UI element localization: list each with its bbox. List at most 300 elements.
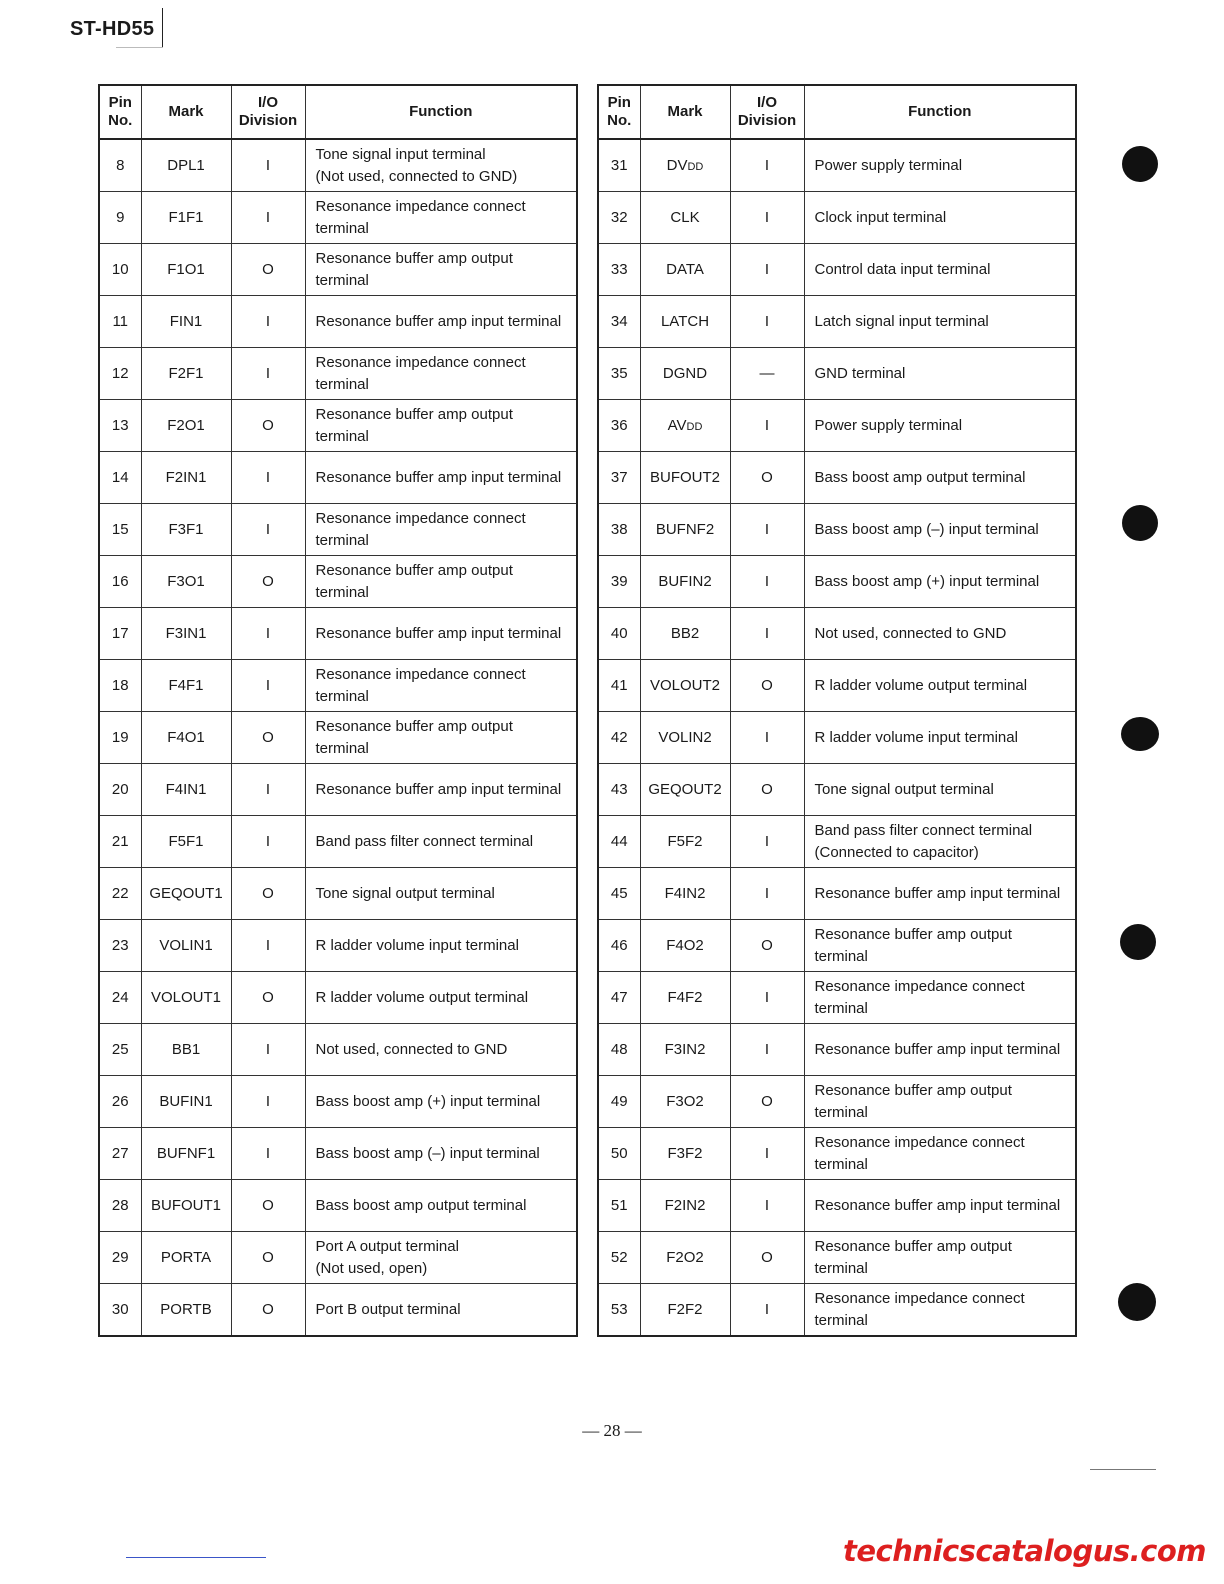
binding-hole-icon [1118, 1283, 1156, 1321]
mark-cell: BUFNF1 [141, 1128, 231, 1180]
mark-cell: AVDD [640, 400, 730, 452]
mark-cell: GEQOUT2 [640, 764, 730, 816]
mark-cell: F2IN2 [640, 1180, 730, 1232]
mark-cell: CLK [640, 192, 730, 244]
pin-number-cell: 48 [598, 1024, 640, 1076]
function-text: Not used, connected to GND [315, 1040, 508, 1058]
pin-number-cell: 16 [99, 556, 141, 608]
io-division-cell: I [231, 1076, 305, 1128]
pin-number-cell: 30 [99, 1284, 141, 1337]
io-division-cell: O [730, 660, 804, 712]
function-cell [305, 244, 577, 296]
function-cell [804, 920, 1076, 972]
table-row [99, 972, 577, 1024]
pin-number-cell: 17 [99, 608, 141, 660]
function-cell [804, 1284, 1076, 1337]
function-cell [305, 1128, 577, 1180]
table-row [598, 1024, 1076, 1076]
mark-cell: BUFOUT2 [640, 452, 730, 504]
table-row [598, 868, 1076, 920]
function-text: Not used, connected to GND [814, 624, 1007, 642]
table-row [598, 764, 1076, 816]
mark-cell: F1F1 [141, 192, 231, 244]
function-cell [305, 192, 577, 244]
pin-number-cell: 22 [99, 868, 141, 920]
pin-number-cell: 19 [99, 712, 141, 764]
mark-cell: GEQOUT1 [141, 868, 231, 920]
function-cell [305, 348, 577, 400]
table-row [99, 244, 577, 296]
function-text: Bass boost amp (–) input terminal [315, 1144, 540, 1162]
function-cell [305, 296, 577, 348]
function-cell [804, 712, 1076, 764]
function-cell [804, 1024, 1076, 1076]
pin-number-cell: 14 [99, 452, 141, 504]
function-text: Tone signal output terminal [315, 884, 495, 902]
function-text: Port A output terminal [315, 1237, 459, 1255]
function-cell [305, 868, 577, 920]
table-row [99, 192, 577, 244]
table-row [598, 452, 1076, 504]
pin-number-cell: 41 [598, 660, 640, 712]
function-cell [804, 660, 1076, 712]
function-cell [804, 972, 1076, 1024]
mark-cell: F3O2 [640, 1076, 730, 1128]
header-function: Function [305, 85, 577, 139]
table-row [598, 504, 1076, 556]
mark-cell: F2F1 [141, 348, 231, 400]
header-mark: Mark [141, 85, 231, 139]
function-text: Resonance buffer amp output terminal [814, 1081, 1012, 1121]
io-division-cell: I [730, 1284, 804, 1337]
mark-cell: F4IN1 [141, 764, 231, 816]
function-text: R ladder volume output terminal [315, 988, 529, 1006]
mark-cell: F5F1 [141, 816, 231, 868]
pin-number-cell: 32 [598, 192, 640, 244]
mark-cell: F2IN1 [141, 452, 231, 504]
table-row [99, 400, 577, 452]
table-row [99, 452, 577, 504]
table-row [99, 1024, 577, 1076]
mark-cell: F3O1 [141, 556, 231, 608]
pin-number-cell: 50 [598, 1128, 640, 1180]
io-division-cell: — [730, 348, 804, 400]
function-text-line2: terminal [315, 375, 369, 393]
mark-cell: BUFIN1 [141, 1076, 231, 1128]
function-text: Resonance buffer amp output terminal [814, 1237, 1012, 1277]
function-cell [305, 920, 577, 972]
io-division-cell: I [730, 1024, 804, 1076]
binding-hole-icon [1121, 717, 1159, 751]
pin-table-left-body [99, 139, 577, 1336]
function-text: Bass boost amp (+) input terminal [814, 572, 1040, 590]
mark-cell: F2O2 [640, 1232, 730, 1284]
io-division-cell: I [730, 972, 804, 1024]
table-row [598, 556, 1076, 608]
page-number: — 28 — [582, 1421, 642, 1440]
io-division-cell: I [231, 348, 305, 400]
mark-cell: BUFNF2 [640, 504, 730, 556]
io-division-cell: I [730, 504, 804, 556]
function-text: Resonance buffer amp input terminal [315, 468, 562, 486]
table-row [99, 348, 577, 400]
function-text: Resonance impedance connect [315, 665, 526, 683]
io-division-cell: O [231, 1284, 305, 1337]
function-text: Resonance impedance connect [315, 197, 526, 215]
function-text: Resonance impedance connect [814, 977, 1025, 995]
io-division-cell: O [730, 1076, 804, 1128]
function-text: Band pass filter connect terminal [315, 832, 534, 850]
function-text-line2: (Not used, open) [315, 1259, 428, 1277]
mark-cell: PORTA [141, 1232, 231, 1284]
io-division-cell: I [231, 1128, 305, 1180]
io-division-cell: O [231, 972, 305, 1024]
function-cell [804, 764, 1076, 816]
function-cell [305, 1284, 577, 1337]
io-division-cell: I [730, 192, 804, 244]
mark-cell: DGND [640, 348, 730, 400]
function-cell [804, 400, 1076, 452]
io-division-cell: I [231, 296, 305, 348]
table-row [99, 504, 577, 556]
pin-number-cell: 34 [598, 296, 640, 348]
function-cell [804, 139, 1076, 192]
io-division-cell: O [231, 868, 305, 920]
io-division-cell: I [730, 400, 804, 452]
mark-cell: LATCH [640, 296, 730, 348]
pin-number-cell: 9 [99, 192, 141, 244]
pin-number-cell: 49 [598, 1076, 640, 1128]
function-cell [804, 608, 1076, 660]
header-pin-no: Pin No. [99, 85, 141, 139]
pin-number-cell: 37 [598, 452, 640, 504]
io-division-cell: I [231, 608, 305, 660]
io-division-cell: I [730, 296, 804, 348]
table-row [99, 1284, 577, 1337]
table-row [99, 608, 577, 660]
io-division-cell: O [231, 712, 305, 764]
pin-number-cell: 35 [598, 348, 640, 400]
pin-number-cell: 43 [598, 764, 640, 816]
mark-cell: F4IN2 [640, 868, 730, 920]
function-text: Resonance impedance connect [814, 1133, 1025, 1151]
function-text-line2: terminal [814, 999, 868, 1017]
io-division-cell: I [231, 660, 305, 712]
table-row [598, 712, 1076, 764]
binding-hole-icon [1120, 924, 1156, 960]
pin-number-cell: 15 [99, 504, 141, 556]
mark-cell: PORTB [141, 1284, 231, 1337]
function-text: Latch signal input terminal [814, 312, 989, 330]
function-cell [305, 504, 577, 556]
pin-number-cell: 26 [99, 1076, 141, 1128]
function-text-line2: terminal [315, 687, 369, 705]
pin-number-cell: 13 [99, 400, 141, 452]
pin-number-cell: 24 [99, 972, 141, 1024]
function-cell [305, 556, 577, 608]
function-text: Bass boost amp output terminal [814, 468, 1026, 486]
table-row [598, 1284, 1076, 1337]
function-cell [804, 1180, 1076, 1232]
mark-cell: BUFOUT1 [141, 1180, 231, 1232]
function-text-line2: terminal [315, 219, 369, 237]
pin-number-cell: 28 [99, 1180, 141, 1232]
pin-number-cell: 44 [598, 816, 640, 868]
io-division-cell: I [231, 764, 305, 816]
pin-number-cell: 47 [598, 972, 640, 1024]
io-division-cell: O [231, 1232, 305, 1284]
table-row [598, 972, 1076, 1024]
function-text: R ladder volume output terminal [814, 676, 1028, 694]
function-cell [804, 504, 1076, 556]
pin-table-left [98, 84, 578, 1337]
pin-number-cell: 27 [99, 1128, 141, 1180]
function-text: Resonance impedance connect [315, 353, 526, 371]
function-cell [305, 816, 577, 868]
pin-table-right-body [598, 139, 1076, 1336]
function-text: Clock input terminal [814, 208, 947, 226]
io-division-cell: I [231, 504, 305, 556]
binding-hole-icon [1122, 146, 1158, 182]
function-cell [804, 816, 1076, 868]
io-division-cell: I [231, 192, 305, 244]
pin-number-cell: 12 [99, 348, 141, 400]
function-text: Resonance buffer amp output terminal [315, 405, 513, 445]
io-division-cell: O [231, 1180, 305, 1232]
table-row [99, 1180, 577, 1232]
function-text: Band pass filter connect terminal [814, 821, 1033, 839]
table-row [598, 1232, 1076, 1284]
function-cell [804, 1076, 1076, 1128]
io-division-cell: I [231, 452, 305, 504]
function-text: Resonance buffer amp input terminal [315, 780, 562, 798]
mark-cell: VOLIN2 [640, 712, 730, 764]
function-text-line2: (Connected to capacitor) [814, 843, 979, 861]
table-row [598, 348, 1076, 400]
header-rule-foot [116, 47, 163, 48]
mark-cell: F1O1 [141, 244, 231, 296]
io-division-cell: I [730, 712, 804, 764]
function-cell [804, 244, 1076, 296]
pin-number-cell: 36 [598, 400, 640, 452]
header-pin-no: Pin No. [598, 85, 640, 139]
function-text: Bass boost amp (–) input terminal [814, 520, 1039, 538]
io-division-cell: I [730, 816, 804, 868]
io-division-cell: O [231, 556, 305, 608]
function-cell [305, 608, 577, 660]
watermark-link[interactable]: technicscatalogus.com [843, 1534, 1206, 1568]
table-row [99, 1232, 577, 1284]
function-cell [305, 1232, 577, 1284]
table-row [99, 1076, 577, 1128]
table-row [99, 1128, 577, 1180]
pin-number-cell: 53 [598, 1284, 640, 1337]
function-text: Resonance buffer amp input terminal [814, 1040, 1061, 1058]
function-cell [305, 1024, 577, 1076]
table-row [99, 868, 577, 920]
pin-number-cell: 21 [99, 816, 141, 868]
io-division-cell: O [730, 764, 804, 816]
io-division-cell: O [730, 452, 804, 504]
mark-cell: DVDD [640, 139, 730, 192]
function-text: R ladder volume input terminal [814, 728, 1018, 746]
io-division-cell: I [730, 244, 804, 296]
mark-cell: F4O1 [141, 712, 231, 764]
table-row [598, 608, 1076, 660]
mark-cell: F3IN1 [141, 608, 231, 660]
mark-cell: F5F2 [640, 816, 730, 868]
function-text: Resonance buffer amp output terminal [315, 561, 513, 601]
pin-number-cell: 33 [598, 244, 640, 296]
pin-number-cell: 51 [598, 1180, 640, 1232]
function-text: Tone signal input terminal [315, 145, 486, 163]
function-text: Port B output terminal [315, 1300, 461, 1318]
mark-cell: F4O2 [640, 920, 730, 972]
mark-cell: VOLOUT1 [141, 972, 231, 1024]
mark-cell: FIN1 [141, 296, 231, 348]
binding-hole-icon [1122, 505, 1158, 541]
function-text: Resonance buffer amp input terminal [814, 884, 1061, 902]
function-cell [804, 1128, 1076, 1180]
function-cell [804, 296, 1076, 348]
io-division-cell: I [231, 1024, 305, 1076]
function-text: Resonance buffer amp input terminal [814, 1196, 1061, 1214]
io-division-cell: I [730, 1180, 804, 1232]
pin-number-cell: 10 [99, 244, 141, 296]
io-division-cell: I [231, 816, 305, 868]
function-text: GND terminal [814, 364, 906, 382]
function-text: R ladder volume input terminal [315, 936, 519, 954]
table-row [598, 816, 1076, 868]
mark-cell: VOLIN1 [141, 920, 231, 972]
pin-number-cell: 11 [99, 296, 141, 348]
function-cell [305, 764, 577, 816]
mark-cell: DPL1 [141, 139, 231, 192]
pin-number-cell: 8 [99, 139, 141, 192]
function-text-line2: terminal [814, 1155, 868, 1173]
table-row [598, 192, 1076, 244]
function-cell [804, 1232, 1076, 1284]
pin-number-cell: 29 [99, 1232, 141, 1284]
function-text: Bass boost amp output terminal [315, 1196, 527, 1214]
io-division-cell: O [231, 400, 305, 452]
io-division-cell: I [231, 920, 305, 972]
pin-number-cell: 42 [598, 712, 640, 764]
table-row [99, 764, 577, 816]
function-cell [804, 868, 1076, 920]
pin-number-cell: 46 [598, 920, 640, 972]
pin-table-right [597, 84, 1077, 1337]
table-row [598, 139, 1076, 192]
function-cell [305, 1180, 577, 1232]
mark-cell: F2F2 [640, 1284, 730, 1337]
function-text: Resonance buffer amp input terminal [315, 312, 562, 330]
function-cell [305, 712, 577, 764]
pin-number-cell: 39 [598, 556, 640, 608]
table-row [598, 1076, 1076, 1128]
mark-cell: F3F1 [141, 504, 231, 556]
function-text: Power supply terminal [814, 156, 963, 174]
mark-cell: F2O1 [141, 400, 231, 452]
mark-cell: F3F2 [640, 1128, 730, 1180]
function-text: Resonance impedance connect [814, 1289, 1025, 1307]
table-row [99, 660, 577, 712]
function-text: Control data input terminal [814, 260, 991, 278]
function-text: Power supply terminal [814, 416, 963, 434]
function-text: Resonance buffer amp output terminal [315, 249, 513, 289]
io-division-cell: I [730, 868, 804, 920]
model-title: ST-HD55 [70, 18, 155, 40]
mark-cell: DATA [640, 244, 730, 296]
function-cell [804, 348, 1076, 400]
table-row [598, 920, 1076, 972]
mark-cell: BB1 [141, 1024, 231, 1076]
function-text: Resonance buffer amp output terminal [315, 717, 513, 757]
mark-cell: F3IN2 [640, 1024, 730, 1076]
pin-number-cell: 40 [598, 608, 640, 660]
footer-underline [126, 1557, 266, 1558]
function-cell [305, 660, 577, 712]
table-row [99, 556, 577, 608]
function-cell [305, 452, 577, 504]
pin-number-cell: 38 [598, 504, 640, 556]
io-division-cell: I [730, 608, 804, 660]
table-row [99, 712, 577, 764]
mark-cell: VOLOUT2 [640, 660, 730, 712]
header-function: Function [804, 85, 1076, 139]
pin-number-cell: 31 [598, 139, 640, 192]
table-row [99, 139, 577, 192]
function-text: Bass boost amp (+) input terminal [315, 1092, 541, 1110]
mark-cell: F4F1 [141, 660, 231, 712]
header-io-division: I/O Division [730, 85, 804, 139]
function-text-line2: (Not used, connected to GND) [315, 167, 518, 185]
header-mark: Mark [640, 85, 730, 139]
header-io-division: I/O Division [231, 85, 305, 139]
io-division-cell: O [730, 920, 804, 972]
function-cell [305, 972, 577, 1024]
function-cell [305, 139, 577, 192]
function-text: Tone signal output terminal [814, 780, 994, 798]
function-cell [804, 192, 1076, 244]
function-cell [305, 1076, 577, 1128]
function-cell [804, 452, 1076, 504]
footer-rule [1090, 1469, 1156, 1470]
io-division-cell: I [730, 1128, 804, 1180]
mark-cell: BUFIN2 [640, 556, 730, 608]
table-row [99, 816, 577, 868]
mark-cell: BB2 [640, 608, 730, 660]
table-row [99, 920, 577, 972]
table-row [99, 296, 577, 348]
io-division-cell: O [231, 244, 305, 296]
pin-number-cell: 18 [99, 660, 141, 712]
io-division-cell: I [730, 556, 804, 608]
pin-number-cell: 20 [99, 764, 141, 816]
table-row [598, 1180, 1076, 1232]
io-division-cell: I [231, 139, 305, 192]
table-row [598, 1128, 1076, 1180]
table-row [598, 296, 1076, 348]
function-text: Resonance buffer amp output terminal [814, 925, 1012, 965]
function-text: Resonance impedance connect [315, 509, 526, 527]
function-text: Resonance buffer amp input terminal [315, 624, 562, 642]
table-row [598, 400, 1076, 452]
table-row [598, 244, 1076, 296]
io-division-cell: O [730, 1232, 804, 1284]
pin-number-cell: 25 [99, 1024, 141, 1076]
io-division-cell: I [730, 139, 804, 192]
